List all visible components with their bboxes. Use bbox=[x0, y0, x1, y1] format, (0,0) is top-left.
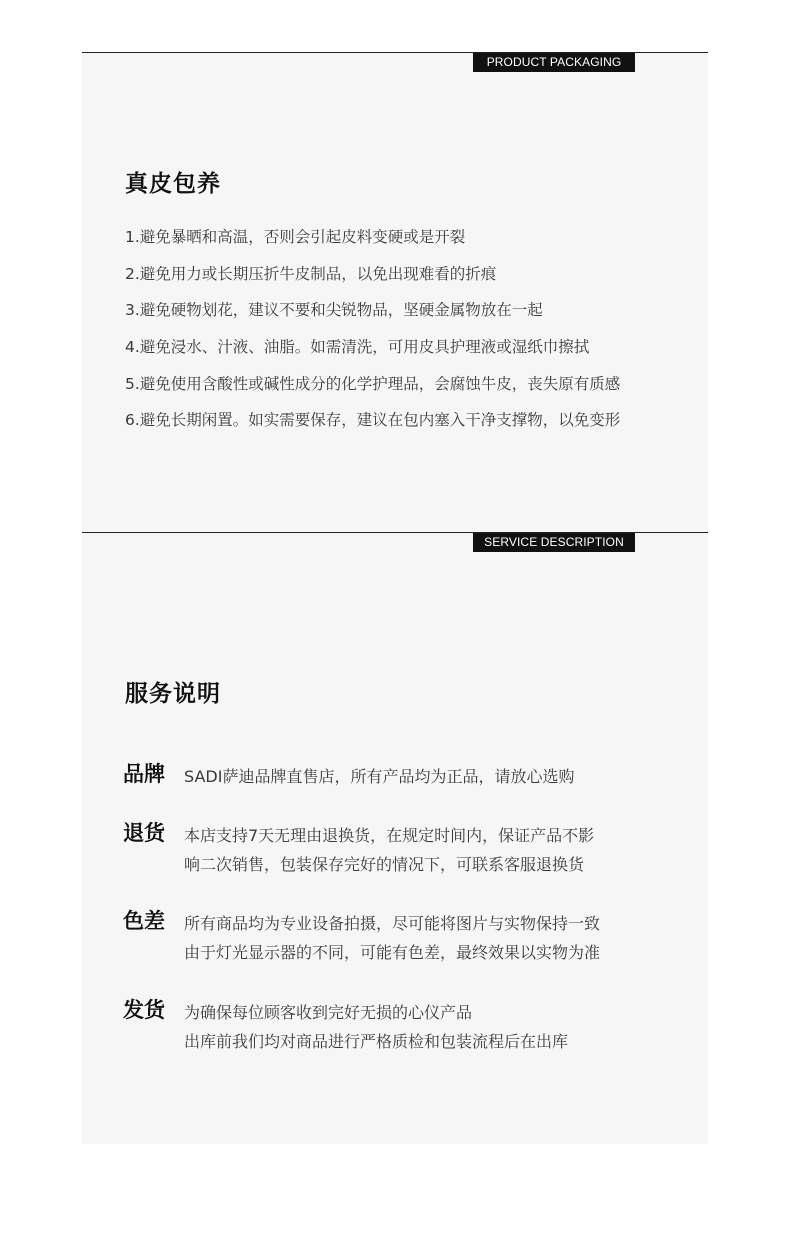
care-item: 2.避免用力或长期压折牛皮制品，以免出现难看的折痕 bbox=[125, 264, 497, 283]
service-item-line: SADI萨迪品牌直售店，所有产品均为正品，请放心选购 bbox=[184, 767, 575, 786]
service-item-line: 为确保每位顾客收到完好无损的心仪产品 bbox=[184, 1003, 473, 1022]
service-item-text bbox=[184, 909, 600, 967]
care-item: 5.避免使用含酸性或碱性成分的化学护理品，会腐蚀牛皮，丧失原有质感 bbox=[125, 374, 621, 393]
packaging-title: 真皮包养 bbox=[125, 171, 221, 197]
service-item-text bbox=[184, 762, 574, 791]
care-item: 6.避免长期闲置。如实需要保存，建议在包内塞入干净支撑物，以免变形 bbox=[125, 411, 621, 430]
service-title: 服务说明 bbox=[125, 681, 221, 707]
service-item-line: 所有商品均为专业设备拍摄，尽可能将图片与实物保持一致 bbox=[184, 914, 601, 933]
care-item: 3.避免硬物划花，建议不要和尖锐物品，坚硬金属物放在一起 bbox=[125, 301, 543, 320]
packaging-tag: PRODUCT PACKAGING bbox=[473, 53, 635, 72]
service-item-title: 品牌 bbox=[123, 762, 165, 786]
care-list bbox=[125, 226, 620, 446]
service-item-line: 响二次销售，包装保存完好的情况下，可联系客服退换货 bbox=[184, 855, 585, 874]
service-item-line: 本店支持7天无理由退换货，在规定时间内，保证产品不影 bbox=[184, 826, 595, 845]
service-item-title: 退货 bbox=[123, 821, 165, 845]
service-item-text bbox=[184, 821, 594, 879]
care-item: 4.避免浸水、汁液、油脂。如需清洗，可用皮具护理液或湿纸巾擦拭 bbox=[125, 338, 590, 357]
care-item: 1.避免暴晒和高温，否则会引起皮料变硬或是开裂 bbox=[125, 228, 466, 246]
service-item-line: 出库前我们均对商品进行严格质检和包装流程后在出库 bbox=[184, 1032, 569, 1051]
service-item-title: 色差 bbox=[123, 909, 165, 933]
service-item-title: 发货 bbox=[123, 998, 165, 1022]
service-item-line: 由于灯光显示器的不同，可能有色差，最终效果以实物为准 bbox=[184, 943, 601, 962]
service-item-text bbox=[184, 998, 568, 1056]
service-tag: SERVICE DESCRIPTION bbox=[473, 533, 635, 552]
